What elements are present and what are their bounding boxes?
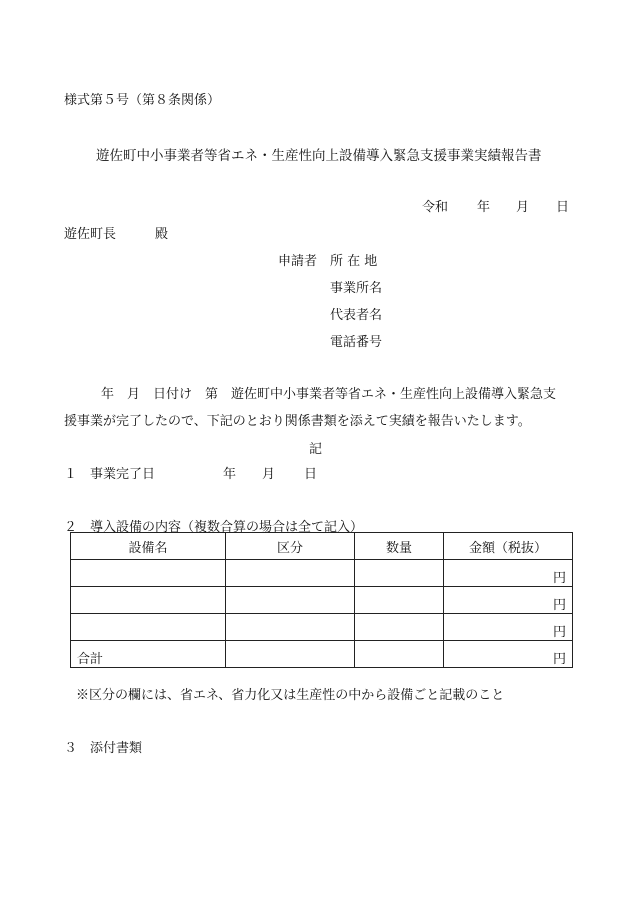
yen-unit: 円 [552, 652, 566, 667]
applicant-phone-label: 電話番号 [330, 335, 383, 350]
yen-unit: 円 [552, 625, 566, 640]
header-category: 区分 [226, 533, 355, 560]
cell-amount[interactable] [444, 560, 573, 587]
total-quantity-cell [355, 641, 444, 668]
ki-marker: 記 [309, 442, 323, 457]
applicant-label: 申請者 [278, 254, 318, 269]
header-amount: 金額（税抜） [444, 533, 573, 560]
cell-category[interactable] [226, 614, 355, 641]
cell-equipment-name[interactable] [71, 560, 226, 587]
body-line-1: 年 月 日付け 第 遊佐町中小事業者等省エネ・生産性向上設備導入緊急支 [88, 387, 557, 402]
equipment-table [70, 532, 573, 668]
applicant-representative-label: 代表者名 [330, 308, 383, 323]
total-category-cell [226, 641, 355, 668]
form-number: 様式第５号（第８条関係） [64, 93, 221, 108]
table-row [71, 614, 573, 641]
document-title: 遊佐町中小事業者等省エネ・生産性向上設備導入緊急支援事業実績報告書 [96, 148, 542, 164]
total-label: 合計 [71, 641, 226, 668]
yen-unit: 円 [552, 598, 566, 613]
section1-label: １ 事業完了日 [64, 467, 156, 482]
total-amount-cell[interactable] [444, 641, 573, 668]
cell-category[interactable] [226, 560, 355, 587]
section1-month-unit: 月 [262, 467, 276, 482]
cell-quantity[interactable] [355, 614, 444, 641]
date-year-unit: 年 [477, 200, 491, 215]
section3-label: ３ 添付書類 [64, 741, 143, 756]
section2-label: ２ 導入設備の内容（複数合算の場合は全て記入） [64, 520, 364, 535]
header-equipment-name: 設備名 [71, 533, 226, 560]
cell-amount[interactable] [444, 614, 573, 641]
header-quantity: 数量 [355, 533, 444, 560]
cell-equipment-name[interactable] [71, 614, 226, 641]
date-era: 令和 [422, 200, 449, 215]
section1-year-unit: 年 [223, 467, 237, 482]
date-month-unit: 月 [516, 200, 530, 215]
cell-quantity[interactable] [355, 560, 444, 587]
cell-equipment-name[interactable] [71, 587, 226, 614]
cell-amount[interactable] [444, 587, 573, 614]
cell-quantity[interactable] [355, 587, 444, 614]
table-row [71, 587, 573, 614]
addressee-honorific: 殿 [155, 227, 169, 242]
date-day-unit: 日 [556, 200, 570, 215]
body-line-2: 援事業が完了したので、下記のとおり関係書類を添えて実績を報告いたします。 [64, 414, 531, 429]
applicant-address-label: 所 在 地 [330, 254, 378, 269]
table-row [71, 560, 573, 587]
cell-category[interactable] [226, 587, 355, 614]
yen-unit: 円 [552, 571, 566, 586]
table-total-row [71, 641, 573, 668]
section1-day-unit: 日 [304, 467, 318, 482]
table-header-row [71, 533, 573, 560]
applicant-business-name-label: 事業所名 [330, 281, 383, 296]
category-note: ※区分の欄には、省エネ、省力化又は生産性の中から設備ごと記載のこと [76, 688, 505, 703]
addressee-name: 遊佐町長 [64, 227, 117, 242]
